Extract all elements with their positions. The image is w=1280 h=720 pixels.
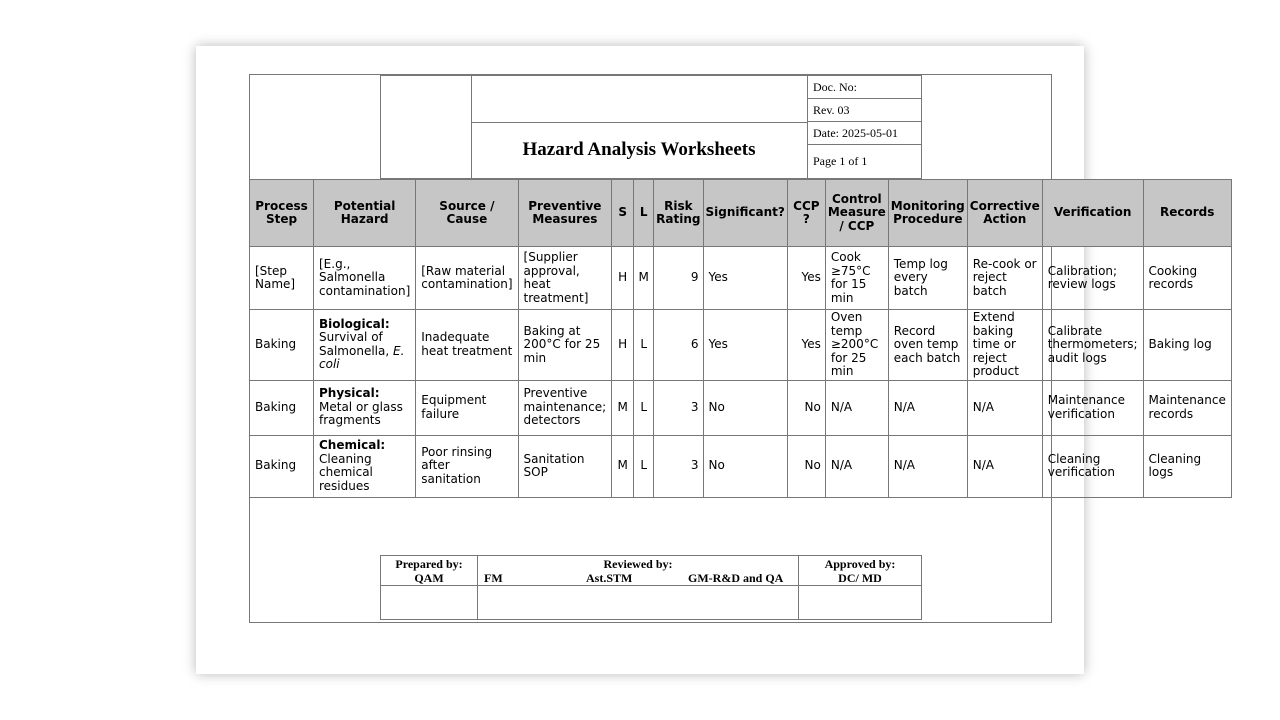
table-header-row	[250, 180, 1232, 247]
cell-ccp: Yes	[787, 247, 825, 310]
reviewed-label: Reviewed by:	[603, 557, 673, 571]
cell-step: [Step Name]	[250, 247, 314, 310]
approved-by-cell	[798, 555, 922, 586]
cell-risk: 9	[654, 247, 703, 310]
cell-corrective: Extend baking time or reject product	[967, 310, 1042, 381]
cell-ccp: No	[787, 380, 825, 435]
cell-records: Cooking records	[1143, 247, 1231, 310]
prepared-by: QAM	[414, 571, 444, 585]
cell-control: N/A	[825, 380, 888, 435]
cell-records: Cleaning logs	[1143, 435, 1231, 497]
page-title: Hazard Analysis Worksheets	[522, 139, 756, 160]
col-header: Significant?	[703, 180, 787, 247]
cell-control: N/A	[825, 435, 888, 497]
hazard-organism: E. coli	[319, 343, 405, 372]
cell-source: Inadequate heat treatment	[416, 310, 518, 381]
cell-likelihood: L	[634, 310, 654, 381]
cell-hazard	[314, 247, 416, 310]
cell-verification: Calibration; review logs	[1042, 247, 1143, 310]
cell-risk: 6	[654, 310, 703, 381]
col-header: Monitoring Procedure	[888, 180, 967, 247]
cell-severity: M	[612, 380, 634, 435]
hazard-description: Metal or glass fragments	[319, 399, 403, 428]
cell-severity: H	[612, 247, 634, 310]
document-date: Date: 2025-05-01	[807, 121, 922, 145]
col-header: L	[634, 180, 654, 247]
hazard-description: Survival of Salmonella,	[319, 330, 390, 358]
cell-step: Baking	[250, 310, 314, 381]
cell-records: Baking log	[1143, 310, 1231, 381]
cell-severity: H	[612, 310, 634, 381]
cell-control: Cook ≥75°C for 15 min	[825, 247, 888, 310]
cell-step: Baking	[250, 380, 314, 435]
col-header: Verification	[1042, 180, 1143, 247]
reviewer-fm: FM	[484, 571, 503, 585]
cell-significant: Yes	[703, 247, 787, 310]
col-header: Risk Rating	[654, 180, 703, 247]
cell-ccp: Yes	[787, 310, 825, 381]
reviewer-ast-stm: Ast.STM	[586, 571, 633, 585]
hazard-analysis-table	[249, 179, 1232, 498]
header-top-blank	[471, 75, 808, 123]
cell-corrective: N/A	[967, 380, 1042, 435]
cell-monitoring: N/A	[888, 435, 967, 497]
prepared-signature-box	[380, 585, 478, 620]
prepared-label: Prepared by:	[395, 557, 463, 571]
cell-preventive: Sanitation SOP	[518, 435, 612, 497]
cell-hazard	[314, 435, 416, 497]
cell-source: Equipment failure	[416, 380, 518, 435]
cell-preventive: Preventive maintenance; detectors	[518, 380, 612, 435]
col-header: Control Measure / CCP	[825, 180, 888, 247]
cell-monitoring: N/A	[888, 380, 967, 435]
cell-risk: 3	[654, 435, 703, 497]
reviewer-gm: GM-R&D and QA	[688, 571, 784, 585]
table-row	[250, 247, 1232, 310]
cell-corrective: Re-cook or reject batch	[967, 247, 1042, 310]
table-row	[250, 310, 1232, 381]
approved-label: Approved by:	[824, 557, 896, 571]
cell-monitoring: Record oven temp each batch	[888, 310, 967, 381]
cell-likelihood: L	[634, 380, 654, 435]
cell-preventive: Baking at 200°C for 25 min	[518, 310, 612, 381]
approved-signature-box	[798, 585, 922, 620]
hazard-type: Biological:	[319, 316, 390, 331]
cell-ccp: No	[787, 435, 825, 497]
cell-preventive: [Supplier approval, heat treatment]	[518, 247, 612, 310]
col-header: S	[612, 180, 634, 247]
col-header: Preventive Measures	[518, 180, 612, 247]
logo-area	[380, 75, 472, 179]
prepared-by-cell	[380, 555, 478, 586]
col-header: Process Step	[250, 180, 314, 247]
cell-hazard	[314, 310, 416, 381]
col-header: Corrective Action	[967, 180, 1042, 247]
approved-by: DC/ MD	[838, 571, 882, 585]
cell-control: Oven temp ≥200°C for 25 min	[825, 310, 888, 381]
cell-records: Maintenance records	[1143, 380, 1231, 435]
reviewed-signature-box	[477, 585, 799, 620]
cell-corrective: N/A	[967, 435, 1042, 497]
cell-hazard	[314, 380, 416, 435]
page-number: Page 1 of 1	[807, 144, 922, 179]
cell-source: [Raw material contamination]	[416, 247, 518, 310]
cell-significant: Yes	[703, 310, 787, 381]
hazard-type: Physical:	[319, 386, 380, 401]
revision: Rev. 03	[807, 98, 922, 122]
col-header: Source / Cause	[416, 180, 518, 247]
cell-risk: 3	[654, 380, 703, 435]
cell-verification: Cleaning verification	[1042, 435, 1143, 497]
cell-significant: No	[703, 380, 787, 435]
cell-significant: No	[703, 435, 787, 497]
table-row	[250, 380, 1232, 435]
cell-verification: Maintenance verification	[1042, 380, 1143, 435]
col-header: CCP ?	[787, 180, 825, 247]
hazard-type: Chemical:	[319, 438, 386, 452]
cell-step: Baking	[250, 435, 314, 497]
doc-number: Doc. No:	[807, 75, 922, 99]
table-row	[250, 435, 1232, 497]
col-header: Potential Hazard	[314, 180, 416, 247]
cell-likelihood: M	[634, 247, 654, 310]
hazard-description: Cleaning chemical residues	[319, 451, 373, 493]
cell-verification: Calibrate thermometers; audit logs	[1042, 310, 1143, 381]
hazard-description: [E.g., Salmonella contamination]	[319, 256, 411, 298]
reviewed-by-cell	[477, 555, 799, 586]
cell-source: Poor rinsing after sanitation	[416, 435, 518, 497]
cell-likelihood: L	[634, 435, 654, 497]
cell-monitoring: Temp log every batch	[888, 247, 967, 310]
cell-severity: M	[612, 435, 634, 497]
col-header: Records	[1143, 180, 1231, 247]
